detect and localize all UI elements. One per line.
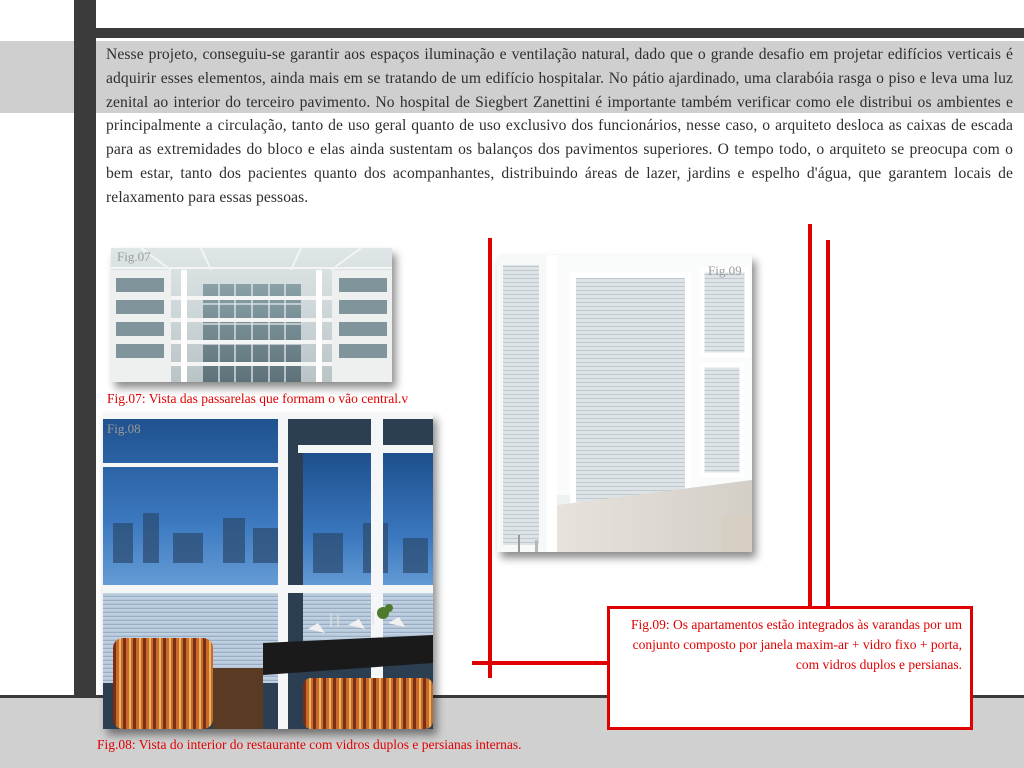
fig09-photo <box>497 255 752 552</box>
fig09-label: Fig.09 <box>708 263 742 278</box>
atrium-walkways-image <box>111 248 392 382</box>
fig08-label: Fig.08 <box>107 421 141 436</box>
left-gray-band <box>0 41 74 113</box>
red-horizontal-line <box>472 661 608 665</box>
fig08-caption: Fig.08: Vista do interior do restaurante com vidros duplos e persianas internas. <box>97 737 522 752</box>
fig09-caption-box <box>607 606 973 730</box>
fig08-photo <box>103 413 433 729</box>
apartment-window-image <box>497 255 752 552</box>
left-frame-bar <box>74 0 96 768</box>
red-vertical-line-left <box>488 238 492 678</box>
restaurant-interior-image <box>103 413 433 729</box>
fig09-caption: Fig.09: Os apartamentos estão integrados às varandas por um conjunto composto por janela maxim-ar + vidro fixo + porta, com vidros duplos e persianas. <box>630 617 962 672</box>
red-vertical-line-right <box>826 240 830 608</box>
fig07-label: Fig.07 <box>117 249 151 264</box>
red-vertical-line-middle <box>808 224 812 608</box>
top-frame-bar <box>96 28 1024 38</box>
fig07-caption: Fig.07: Vista das passarelas que formam o vão central.v <box>107 391 409 406</box>
fig07-photo <box>111 248 392 382</box>
body-paragraph: Nesse projeto, conseguiu-se garantir aos espaços iluminação e ventilação natural, dado que o grande desafio em projetar edifícios verticais é adquirir esses elementos, ainda mais em se tratando de um edifício hospitalar. No pátio ajardinado, uma clarabóia rasga o piso e leva uma luz zenital ao interior do terceiro pavimento. No hospital de Siegbert Zanettini é importante também verificar como ele distribui os ambientes e principalmente a circulação, tanto de uso geral quanto de uso exclusivo dos funcionários, nesse caso, o arquiteto desloca as caixas de escada para as extremidades do bloco e elas ainda sustentam os balanços dos pavimentos superiores. O tempo todo, o arquiteto se preocupa com o bem estar, tanto dos pacientes quanto dos acompanhantes, distribuindo áreas de lazer, jardins e espelho d'água, que garantem locais de relaxamento para essas pessoas. <box>106 46 1013 206</box>
